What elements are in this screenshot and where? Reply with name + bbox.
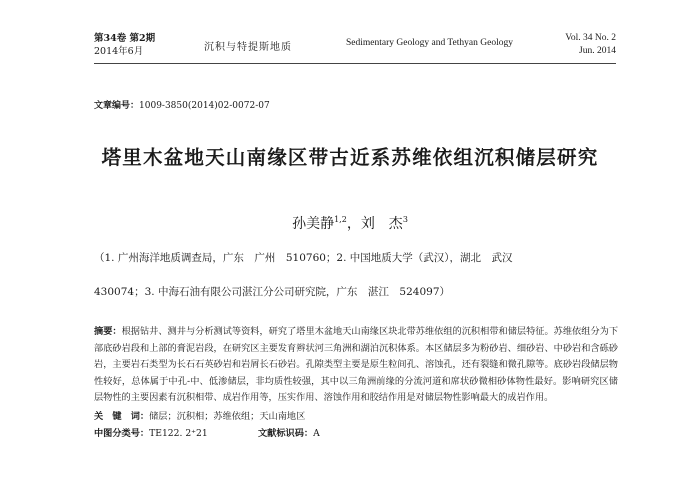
affiliation-line: （1. 广州海洋地质调查局，广东 广州 510760；2. 中国地质大学（武汉），湖北 武汉 (94, 252, 513, 264)
abstract-text: 根据钻井、测井与分析测试等资料，研究了塔里木盆地天山南缘区块北带苏维依组的沉积相带和储层特征。苏维依组分为下部底砂岩段和上部的膏泥岩段，在研究区主要发育辫状河三角洲和湖泊沉积体系。本区储层多为粉砂岩、细砂岩、中砂岩和含砾砂岩，主要岩石类型为长石石英砂岩和岩屑长石砂岩。孔隙类型主要是原生粒间孔、溶蚀孔，还有裂缝和微孔隙等。底砂岩段储层物性较好，总体属于中孔-中、低渗储层，非均质性较强，其中以三角洲前缘的分流河道和席状砂微相砂体物性最好。影响研究区储层物性的主要因素有沉积相带、成岩作用等，压实作用、溶蚀作用和胶结作用是对储层物性影响最大的成岩作用。 (94, 326, 619, 403)
header-rule (94, 63, 616, 64)
date-en: Jun. 2014 (579, 46, 616, 56)
classification (94, 425, 208, 439)
article-number-label: 文章编号： (94, 101, 140, 111)
abstract-label: 摘要： (94, 326, 122, 337)
header-left (94, 32, 155, 58)
author-separator: ， (346, 216, 361, 232)
authors (0, 213, 700, 233)
author-superscript: 3 (402, 215, 408, 224)
abstract (94, 324, 618, 407)
article-number-value: 1009-3850(2014)02-0072-07 (139, 101, 270, 111)
keywords-label: 关 键 词： (94, 411, 150, 422)
document-code-label: 文献标识码： (258, 428, 314, 439)
volume-issue-en: Vol. 34 No. 2 (565, 33, 616, 43)
keywords (94, 408, 305, 422)
journal-name-cn: 沉积与特提斯地质 (204, 42, 292, 53)
keywords-text: 储层；沉积相；苏维依组；天山南地区 (149, 411, 306, 422)
author-name: 孙美静 (292, 216, 335, 232)
date-cn: 2014年6月 (94, 46, 144, 57)
document-code-value: A (313, 428, 320, 439)
article-number (94, 98, 270, 111)
journal-name-en: Sedimentary Geology and Tethyan Geology (346, 38, 513, 48)
document-code (258, 425, 320, 439)
author-superscript: 1,2 (334, 215, 347, 224)
affiliation-line: 430074；3. 中海石油有限公司湛江分公司研究院，广东 湛江 524097） (94, 286, 451, 298)
classification-label: 中图分类号： (94, 428, 150, 439)
paper-title: 塔里木盆地天山南缘区带古近系苏维依组沉积储层研究 (101, 146, 599, 169)
classification-value: TE122. 2⁺21 (149, 428, 208, 439)
journal-header (0, 0, 700, 70)
volume-issue-cn: 第34卷 第2期 (94, 33, 156, 44)
author-name: 刘 杰 (360, 216, 403, 232)
header-right (565, 32, 616, 58)
